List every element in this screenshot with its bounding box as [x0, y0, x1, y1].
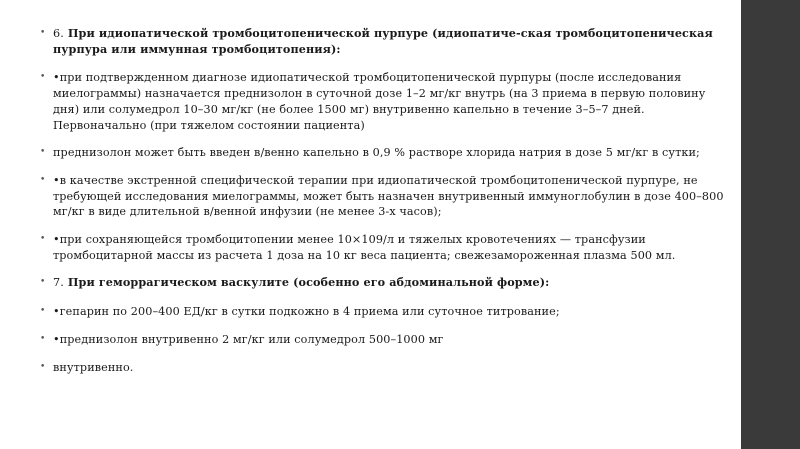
- list-item: [40, 232, 730, 263]
- list-item: [40, 360, 730, 376]
- bullet-marker: •: [40, 234, 46, 245]
- list-item-7: [40, 275, 730, 291]
- item-text: •гепарин по 200–400 ЕД/кг в сутки подкожно в 4 приема или суточное титрование;: [53, 305, 560, 319]
- bullet-marker: •: [40, 277, 46, 288]
- bullet-marker: •: [40, 333, 46, 344]
- bullet-marker: •: [40, 147, 46, 158]
- section-heading-7: При геморрагическом васкулите (особенно его абдоминальной форме):: [63, 275, 550, 290]
- list-item: [40, 304, 730, 320]
- section-heading-6: При идиопатической тромбоцитопенической пурпуре (идиопатиче-ская тромбоцитопеническая пурпура или иммунная тромбоцитопения):: [53, 26, 713, 56]
- list-item-6: [40, 26, 730, 57]
- item-text: •при подтвержденном диагнозе идиопатической тромбоцитопенической пурпуры (после исследования миелограммы) назначается преднизолон в суточной дозе 1–2 мг/кг внутрь (на 3 приема в первую половину дня) или солумедрол 10–30 мг/кг (не более 1500 мг) внутривенно капельно в течение 3–5–7 дней. Первоначально (при тяжелом состоянии пациента): [53, 71, 706, 132]
- item-number: 6.: [53, 27, 64, 40]
- bullet-marker: •: [40, 174, 46, 185]
- slide-content: [40, 26, 730, 387]
- item-number: 7.: [53, 276, 64, 290]
- item-text: •преднизолон внутривенно 2 мг/кг или солумедрол 500–1000 мг: [53, 332, 444, 346]
- item-text: •в качестве экстренной специфической терапии при идиопатической тромбоцитопенической пурпуре, не требующей исследования миелограммы, может быть назначен внутривенный иммуноглобулин в дозе 400–800 мг/кг в виде длительной в/венной инфузии (не менее 3-х часов);: [53, 173, 724, 219]
- bullet-marker: •: [40, 28, 46, 38]
- list-item: [40, 332, 730, 348]
- bullet-marker: •: [40, 361, 46, 372]
- bullet-marker: •: [40, 72, 46, 83]
- right-decorative-bar: [741, 0, 800, 449]
- item-text: преднизолон может быть введен в/венно капельно в 0,9 % растворе хлорида натрия в дозе 5 мг/кг в сутки;: [53, 146, 700, 160]
- list-item: [40, 70, 730, 133]
- list-item: [40, 145, 730, 161]
- list-item: [40, 173, 730, 220]
- item-text: •при сохраняющейся тромбоцитопении менее 10×109/л и тяжелых кровотечениях — трансфузии тромбоцитарной массы из расчета 1 доза на 10 кг веса пациента; свежезамороженная плазма 500 мл.: [53, 233, 676, 262]
- bullet-marker: •: [40, 306, 46, 317]
- item-text: внутривенно.: [53, 360, 134, 374]
